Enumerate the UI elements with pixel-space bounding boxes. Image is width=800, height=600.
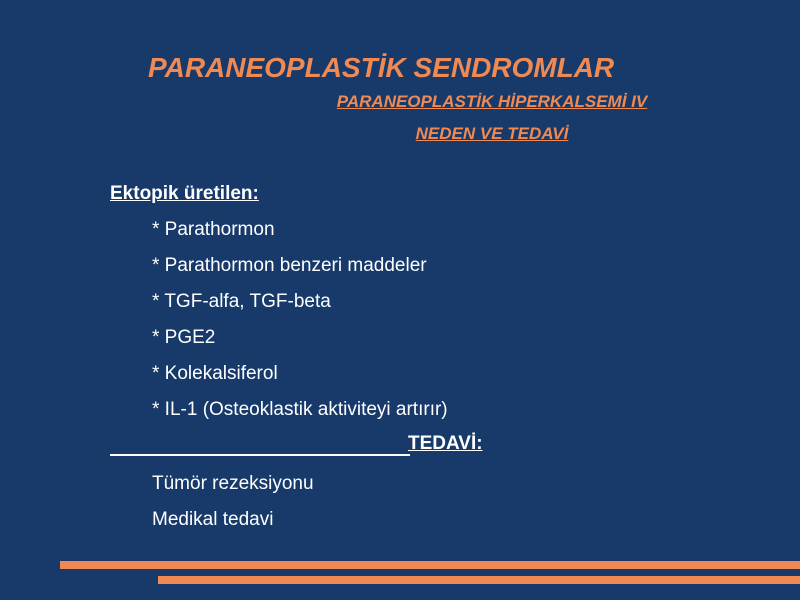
decorative-bar-top: [60, 561, 800, 569]
list-item: * IL-1 (Osteoklastik aktiviteyi artırır): [152, 399, 448, 420]
list-item: * Parathormon: [152, 219, 275, 240]
list-item: * Parathormon benzeri maddeler: [152, 255, 427, 276]
slide-title: PARANEOPLASTİK SENDROMLAR: [148, 52, 615, 83]
slide-subtitle-line1: PARANEOPLASTİK HİPERKALSEMİ IV: [336, 92, 648, 111]
list-item: Medikal tedavi: [152, 509, 274, 530]
slide-subtitle-line2: NEDEN VE TEDAVİ: [415, 124, 569, 143]
treatment-heading-row: [110, 430, 510, 458]
decorative-bar-bottom: [158, 576, 800, 584]
section-heading-treatment: TEDAVİ:: [408, 433, 483, 454]
heading-underline: [110, 454, 410, 456]
list-item: * PGE2: [152, 327, 216, 348]
list-item: * Kolekalsiferol: [152, 363, 278, 384]
list-item: * TGF-alfa, TGF-beta: [152, 291, 331, 312]
section-heading-ectopic: Ektopik üretilen:: [110, 183, 259, 204]
list-item: Tümör rezeksiyonu: [152, 473, 314, 494]
